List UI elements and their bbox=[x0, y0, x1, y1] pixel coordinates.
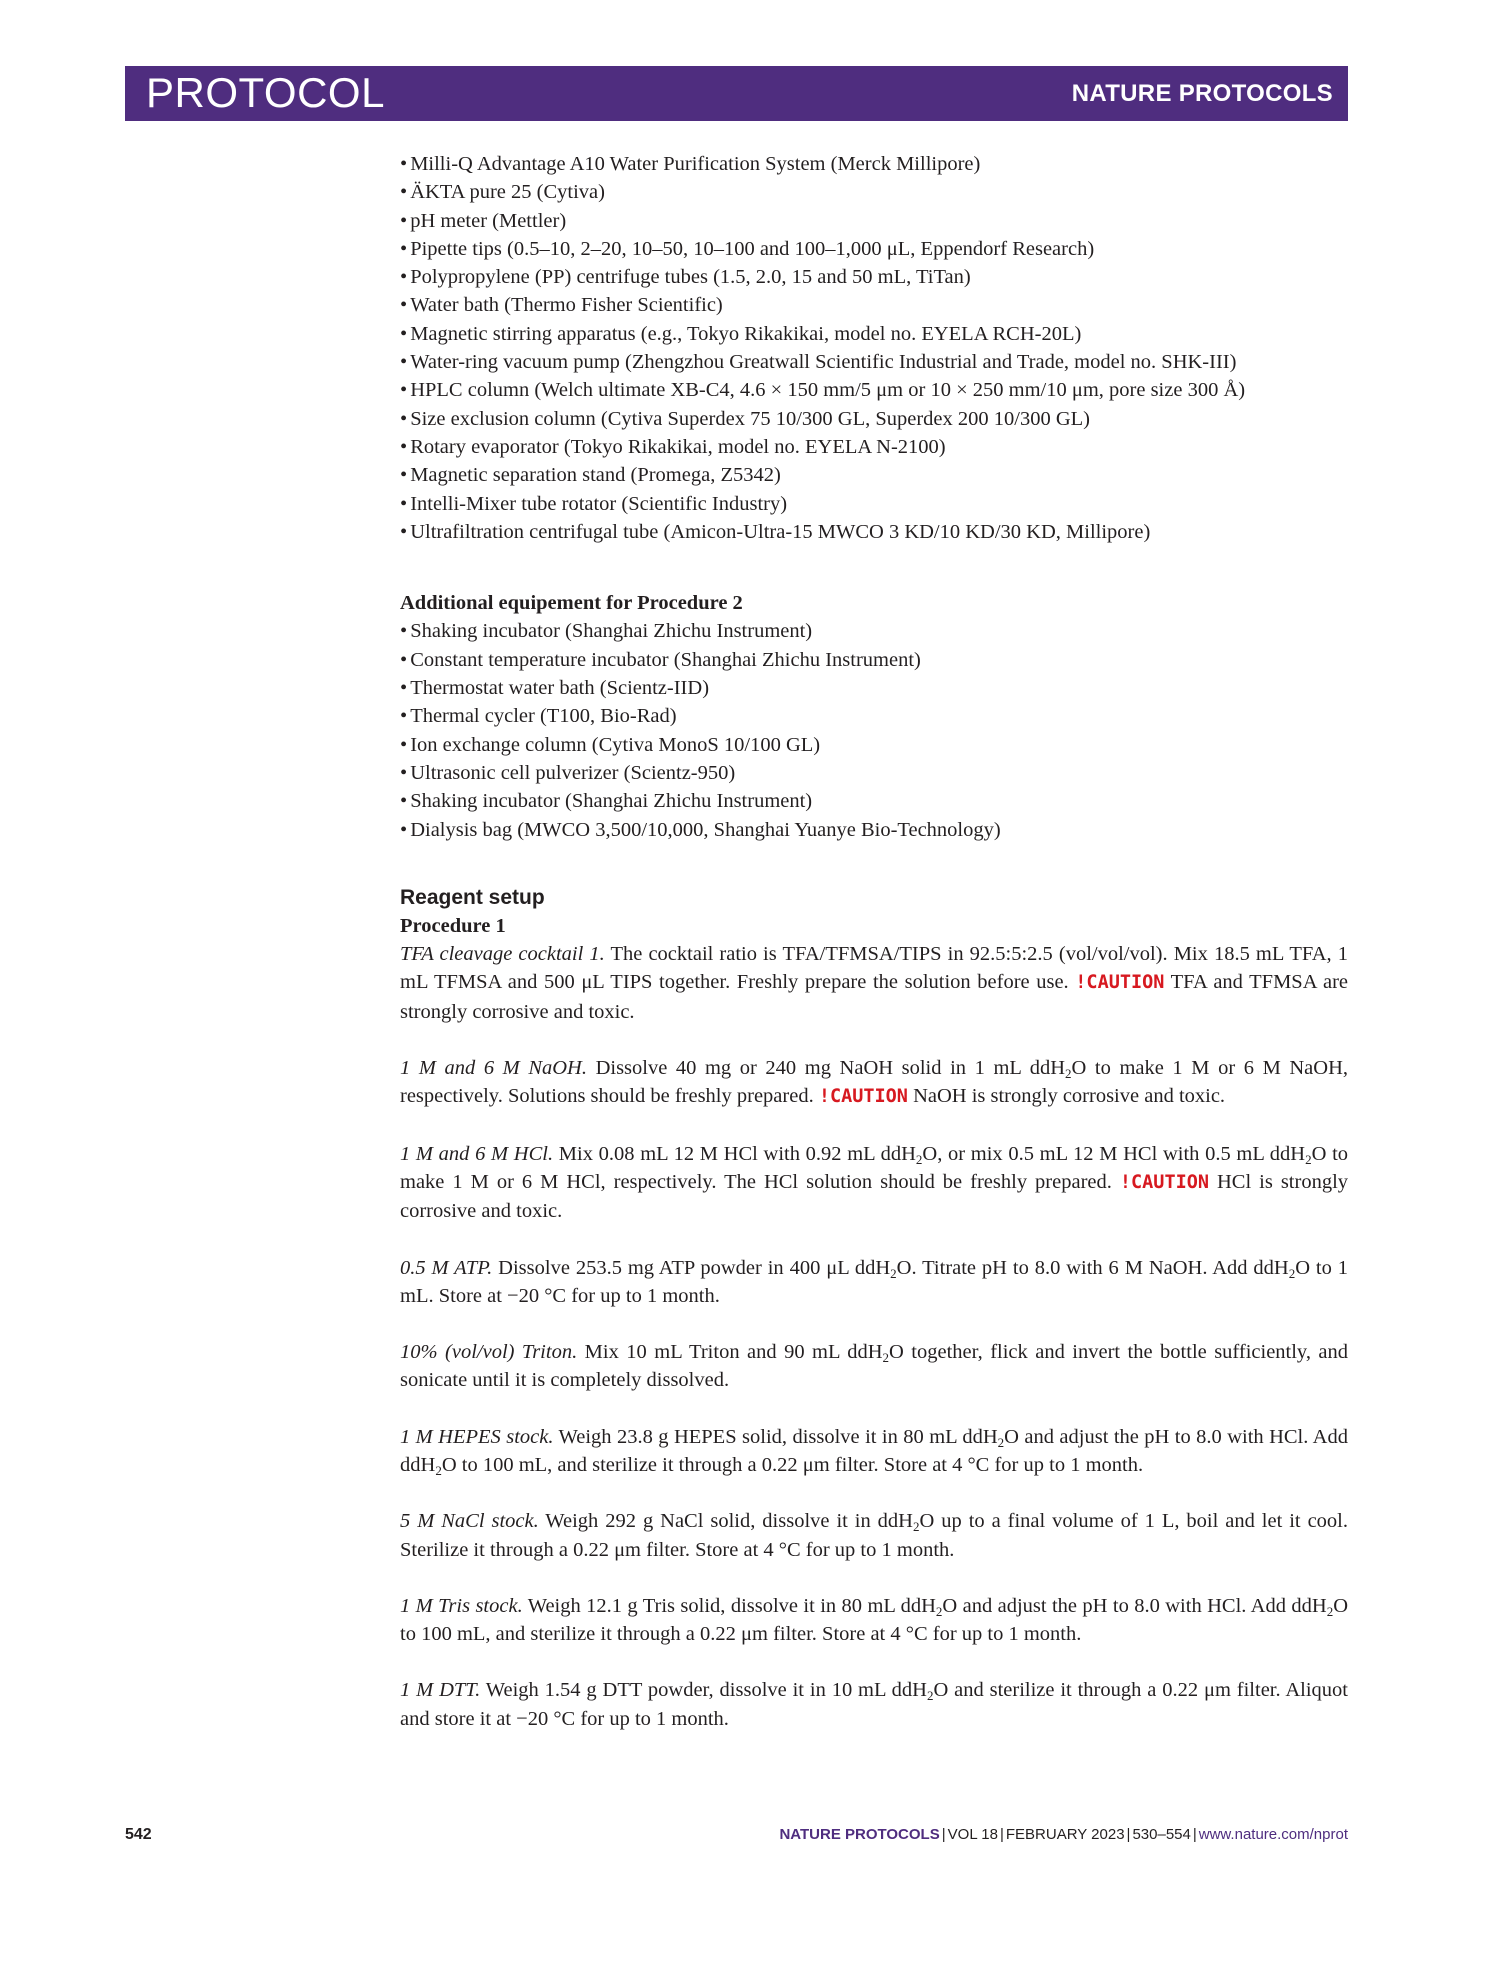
additional-equipment-list bbox=[400, 617, 1348, 843]
paragraph-title: 1 M and 6 M NaOH. bbox=[400, 1057, 587, 1080]
subscript: 2 bbox=[1305, 1151, 1312, 1167]
list-item: • Rotary evaporator (Tokyo Rikakikai, model no. EYELA N-2100) bbox=[400, 433, 1348, 461]
paragraph-text: O and sterilize it through a 0.22 μm filter. Aliquot and store it at −20 °C for up to 1 month. bbox=[400, 1679, 1348, 1730]
paragraph-tfa bbox=[400, 940, 1348, 1026]
paragraph-text: O together, flick and invert the bottle sufficiently, and sonicate until it is completely dissolved. bbox=[400, 1341, 1349, 1392]
paragraph-text: Dissolve 40 mg or 240 mg NaOH solid in 1 mL ddH bbox=[595, 1057, 1066, 1080]
paragraph-title: 1 M and 6 M HCl. bbox=[400, 1142, 554, 1165]
paragraph-text: Mix 10 mL Triton and 90 mL ddH bbox=[584, 1341, 883, 1364]
list-item: • Magnetic separation stand (Promega, Z5342) bbox=[400, 461, 1348, 489]
caution-label: !CAUTION bbox=[1075, 972, 1165, 994]
footer-volume: VOL 18 bbox=[947, 1826, 998, 1843]
paragraph-atp bbox=[400, 1254, 1348, 1311]
paragraph-text: Weigh 292 g NaCl solid, dissolve it in ddH bbox=[545, 1510, 913, 1533]
paragraph-text: O to make 1 M or 6 M NaOH, respectively. Solutions should be freshly prepared. bbox=[400, 1057, 1349, 1108]
subscript: 2 bbox=[882, 1350, 890, 1366]
paragraph-text: O and adjust the pH to 8.0 with HCl. Add ddH bbox=[400, 1425, 1348, 1476]
list-item: • Water bath (Thermo Fisher Scientific) bbox=[400, 291, 1348, 319]
subscript: 2 bbox=[890, 1265, 897, 1281]
list-item: • Pipette tips (0.5–10, 2–20, 10–50, 10–100 and 100–1,000 μL, Eppendorf Research) bbox=[400, 235, 1348, 263]
list-item: • Dialysis bag (MWCO 3,500/10,000, Shanghai Yuanye Bio-Technology) bbox=[400, 816, 1348, 844]
paragraph-text: The cocktail ratio is TFA/TFMSA/TIPS in 92.5:5:2.5 (vol/vol/vol). Mix 18.5 mL TFA, 1 mL TFMSA and 500 μL TIPS together. Freshly prepare the solution before use. bbox=[400, 943, 1348, 994]
paragraph-text: O to 100 mL, and sterilize it through a 0.22 μm filter. Store at 4 °C for up to 1 month. bbox=[441, 1453, 1144, 1476]
paragraph-title: 1 M Tris stock. bbox=[400, 1594, 523, 1617]
footer-journal: NATURE PROTOCOLS bbox=[779, 1826, 940, 1843]
paragraph-text: O to make 1 M or 6 M HCl, respectively. The HCl solution should be freshly prepared. bbox=[400, 1142, 1349, 1193]
paragraph-text: O. Titrate pH to 8.0 with 6 M NaOH. Add ddH bbox=[896, 1256, 1289, 1279]
caution-text: NaOH is strongly corrosive and toxic. bbox=[913, 1085, 1226, 1108]
footer-separator: | bbox=[999, 1826, 1004, 1843]
section-label: PROTOCOL bbox=[146, 69, 385, 116]
page-number: 542 bbox=[125, 1826, 152, 1843]
list-item: • pH meter (Mettler) bbox=[400, 207, 1348, 235]
list-item: • Intelli-Mixer tube rotator (Scientific Industry) bbox=[400, 490, 1348, 518]
paragraph-text: O to 100 mL, and sterilize it through a 0.22 μm filter. Store at 4 °C for up to 1 month. bbox=[400, 1594, 1348, 1646]
paragraph-text: Weigh 23.8 g HEPES solid, dissolve it in 80 mL ddH bbox=[558, 1425, 998, 1448]
subscript: 2 bbox=[997, 1434, 1005, 1450]
paragraph-text: O and adjust the pH to 8.0 with HCl. Add ddH bbox=[942, 1594, 1327, 1617]
list-item: • Thermal cycler (T100, Bio-Rad) bbox=[400, 702, 1348, 730]
equipment-list bbox=[400, 150, 1348, 546]
paragraph-hepes bbox=[400, 1423, 1348, 1480]
main-content bbox=[400, 150, 1348, 1761]
caution-label: !CAUTION bbox=[818, 1086, 908, 1108]
caution-label: !CAUTION bbox=[1119, 1171, 1209, 1193]
paragraph-hcl bbox=[400, 1140, 1348, 1226]
list-item: • Milli-Q Advantage A10 Water Purification System (Merck Millipore) bbox=[400, 150, 1348, 178]
list-item: • Constant temperature incubator (Shanghai Zhichu Instrument) bbox=[400, 646, 1348, 674]
subscript: 2 bbox=[1288, 1265, 1296, 1281]
footer-url-link[interactable]: www.nature.com/nprot bbox=[1198, 1826, 1348, 1843]
subscript: 2 bbox=[913, 1519, 920, 1535]
paragraph-nacl bbox=[400, 1507, 1348, 1564]
paragraph-text: O up to a final volume of 1 L, boil and let it cool. Sterilize it through a 0.22 μm filter. Store at 4 °C for up to 1 month. bbox=[400, 1510, 1348, 1561]
paragraph-title: 0.5 M ATP. bbox=[400, 1256, 493, 1279]
paragraph-title: 5 M NaCl stock. bbox=[400, 1510, 539, 1533]
list-item: • Magnetic stirring apparatus (e.g., Tokyo Rikakikai, model no. EYELA RCH-20L) bbox=[400, 320, 1348, 348]
list-item: • Thermostat water bath (Scientz-IID) bbox=[400, 674, 1348, 702]
footer-date: FEBRUARY 2023 bbox=[1005, 1826, 1125, 1843]
additional-equipment-heading: Additional equipement for Procedure 2 bbox=[400, 592, 743, 615]
list-item: • Ultrasonic cell pulverizer (Scientz-950) bbox=[400, 759, 1348, 787]
subscript: 2 bbox=[926, 1688, 934, 1704]
subscript: 2 bbox=[935, 1603, 943, 1619]
paragraph-text: Mix 0.08 mL 12 M HCl with 0.92 mL ddH bbox=[558, 1142, 916, 1165]
list-item: • HPLC column (Welch ultimate XB-C4, 4.6 × 150 mm/5 μm or 10 × 250 mm/10 μm, pore size 300 Å) bbox=[400, 376, 1348, 404]
paragraph-title: 1 M HEPES stock. bbox=[400, 1425, 554, 1448]
footer-citation bbox=[779, 1826, 1348, 1843]
paragraph-title: 10% (vol/vol) Triton. bbox=[400, 1341, 578, 1364]
paragraph-text: O, or mix 0.5 mL 12 M HCl with 0.5 mL ddH bbox=[922, 1142, 1306, 1165]
caution-text: TFA and TFMSA are strongly corrosive and toxic. bbox=[400, 971, 1348, 1023]
list-item: • Ion exchange column (Cytiva MonoS 10/100 GL) bbox=[400, 731, 1348, 759]
list-item: • Size exclusion column (Cytiva Superdex 75 10/300 GL, Superdex 200 10/300 GL) bbox=[400, 405, 1348, 433]
list-item: • Shaking incubator (Shanghai Zhichu Instrument) bbox=[400, 617, 1348, 645]
paragraph-text: Weigh 1.54 g DTT powder, dissolve it in 10 mL ddH bbox=[485, 1679, 927, 1702]
footer-separator: | bbox=[1126, 1826, 1131, 1843]
list-item: • ÄKTA pure 25 (Cytiva) bbox=[400, 178, 1348, 206]
paragraph-triton bbox=[400, 1338, 1348, 1395]
subscript: 2 bbox=[1326, 1603, 1334, 1619]
paragraph-text: Dissolve 253.5 mg ATP powder in 400 μL ddH bbox=[498, 1256, 891, 1279]
paragraph-text: O to 1 mL. Store at −20 °C for up to 1 month. bbox=[400, 1256, 1348, 1307]
footer-separator: | bbox=[941, 1826, 946, 1843]
subscript: 2 bbox=[435, 1462, 442, 1478]
list-item: • Shaking incubator (Shanghai Zhichu Instrument) bbox=[400, 787, 1348, 815]
paragraph-tris bbox=[400, 1592, 1348, 1649]
paragraph-dtt bbox=[400, 1676, 1348, 1733]
paragraph-naoh bbox=[400, 1054, 1348, 1112]
paragraph-title: 1 M DTT. bbox=[400, 1679, 481, 1702]
header-banner bbox=[125, 66, 1348, 121]
subscript: 2 bbox=[1065, 1066, 1072, 1082]
caution-text: HCl is strongly corrosive and toxic. bbox=[400, 1170, 1349, 1223]
paragraph-title: TFA cleavage cocktail 1. bbox=[400, 943, 605, 966]
list-item: • Polypropylene (PP) centrifuge tubes (1.5, 2.0, 15 and 50 mL, TiTan) bbox=[400, 263, 1348, 291]
paragraph-text: Weigh 12.1 g Tris solid, dissolve it in 80 mL ddH bbox=[527, 1594, 936, 1617]
reagent-setup-heading: Reagent setup bbox=[400, 885, 545, 909]
footer-pages: 530–554 bbox=[1132, 1826, 1191, 1843]
page-footer bbox=[125, 1826, 1348, 1856]
footer-separator: | bbox=[1192, 1826, 1197, 1843]
subscript: 2 bbox=[915, 1151, 923, 1167]
list-item: • Water-ring vacuum pump (Zhengzhou Greatwall Scientific Industrial and Trade, model no. SHK-III) bbox=[400, 348, 1348, 376]
journal-label: NATURE PROTOCOLS bbox=[1071, 80, 1333, 107]
list-item: • Ultrafiltration centrifugal tube (Amicon-Ultra-15 MWCO 3 KD/10 KD/30 KD, Millipore) bbox=[400, 518, 1348, 546]
procedure-heading: Procedure 1 bbox=[400, 914, 506, 937]
